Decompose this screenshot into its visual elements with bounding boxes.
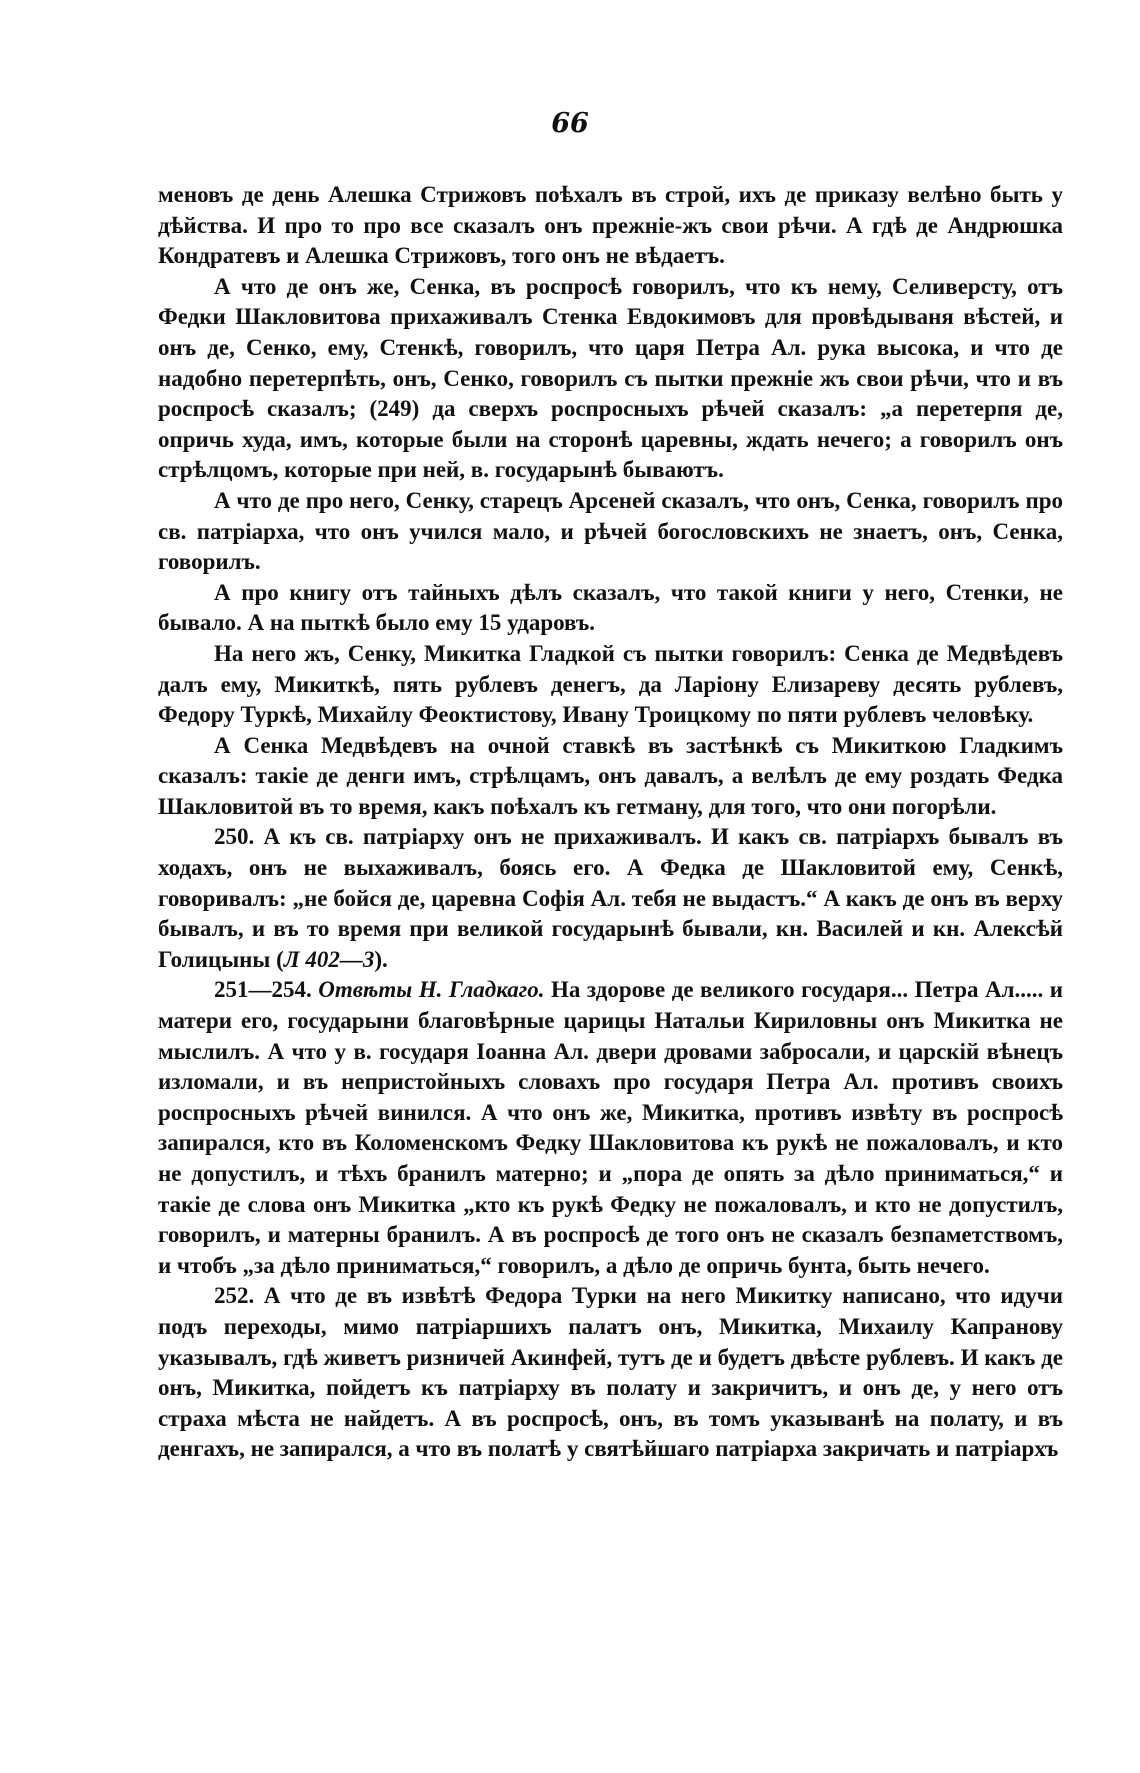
body-text xyxy=(158,180,1063,1465)
paragraph: 252. А что де въ извѣтѣ Федора Турки на него Микитку написано, что идучи подъ переходы, мимо патріаршихъ палатъ онъ, Микитка, Михаилу Капранову указывалъ, гдѣ живетъ ризничей Акинфей, тутъ де и будетъ двѣсте рублевъ. И какъ де онъ, Микитка, пойдетъ къ патріарху въ полату и закричитъ, и онъ де, у него отъ страха мѣста не найдетъ. А въ роспросѣ, онъ, въ томъ указыванѣ на полату, и въ денгахъ, не запирался, а что въ полатѣ у святѣйшаго патріарха закричать и патріархъ xyxy=(158,1283,1063,1462)
paragraph: А что де онъ же, Сенка, въ роспросѣ говорилъ, что къ нему, Селиверсту, отъ Федки Шакловитова прихаживалъ Стенка Евдокимовъ для провѣдываня вѣстей, и онъ де, Сенко, ему, Стенкѣ, говорилъ, что царя Петра Ал. рука высока, и что де надобно перетерпѣть, онъ, Сенко, говорилъ съ пытки прежніе жъ свои рѣчи, что и въ роспросѣ сказалъ; (249) да сверхъ роспросныхъ рѣчей сказалъ: „а перетерпя де, опричь худа, имъ, которые были на сторонѣ царевны, ждать нечего; а говорилъ онъ стрѣлцомъ, которые при ней, в. государынѣ бываютъ. xyxy=(158,273,1063,483)
paragraph xyxy=(158,975,1063,1281)
paragraph: 250. А къ св. патріарху онъ не прихаживалъ. И какъ св. патріархъ бывалъ въ ходахъ, онъ не выхаживалъ, боясь его. А Федка де Шакловитой ему, Сенкѣ, говоривалъ: „не бойся де, царевна Софія Ал. тебя не выдастъ.“ А какъ де онъ въ верху бывалъ, и въ то время при великой государынѣ бывали, кн. Василей и кн. Алексѣй Голицыны (Л 402—3). xyxy=(158,824,1063,972)
section-heading: Отвѣты Н. Гладкаго. xyxy=(318,977,545,1003)
paragraph: А Сенка Медвѣдевъ на очной ставкѣ въ застѣнкѣ съ Микиткою Гладкимъ сказалъ: такіе де денги имъ, стрѣлцамъ, онъ давалъ, а велѣлъ де ему роздать Федка Шакловитой въ то время, какъ поѣхалъ къ гетману, для того, что они погорѣли. xyxy=(158,732,1063,819)
section-number: 251—254. xyxy=(214,977,312,1003)
archive-citation: Л 402—3 xyxy=(283,946,375,972)
paragraph-text: На здорове де великого государя... Петра Ал..... и матери его, государыни благовѣрные царицы Натальи Кириловны онъ Микитка не мыслилъ. А что у в. государя Іоанна Ал. двери дровами забросали, и царскій вѣнецъ изломали, и въ непристойныхъ словахъ про государя Петра Ал. противъ своихъ роспросныхъ рѣчей винился. А что онъ же, Микитка, противъ извѣту въ роспросѣ запирался, кто въ Коломенскомъ Федку Шакловитова къ рукѣ не пожаловалъ, и кто не допустилъ, и тѣхъ бранилъ матерно; и „пора де опять за дѣло приниматься,“ и такіе де слова онъ Микитка „кто къ рукѣ Федку не пожаловалъ, и кто не допустилъ, говорилъ, и матерны бранилъ. А въ роспросѣ де того онъ не сказалъ безпаметствомъ, и чтобъ „за дѣло приниматься,“ говорилъ, а дѣло де опричь бунта, быть нечего. xyxy=(158,977,1064,1278)
paragraph: меновъ де день Алешка Стрижовъ поѣхалъ въ строй, ихъ де приказу велѣно быть у дѣйства. И про то про все сказалъ онъ прежніе-жъ свои рѣчи. А гдѣ де Андрюшка Кондратевъ и Алешка Стрижовъ, того онъ не вѣдаетъ. xyxy=(158,182,1063,269)
paragraph: А что де про него, Сенку, старецъ Арсеней сказалъ, что онъ, Сенка, говорилъ про св. патріарха, что онъ учился мало, и рѣчей богословскихъ не знаетъ, онъ, Сенка, говорилъ. xyxy=(158,487,1063,575)
paragraph-text: 250. А къ св. патріарху онъ не прихаживалъ. И какъ св. патріархъ бывалъ въ ходахъ, онъ не выхаживалъ, боясь его. А Федка де Шакловитой ему, Сенкѣ, говоривалъ: „не бойся де, царевна Софія Ал. тебя не выдастъ.“ А какъ де онъ въ верху бывалъ, и въ то время при великой государынѣ бывали, кн. Василей и кн. Алексѣй Голицыны xyxy=(158,824,1063,972)
paragraph: А про книгу отъ тайныхъ дѣлъ сказалъ, что такой книги у него, Стенки, не бывало. А на пыткѣ было ему 15 ударовъ. xyxy=(158,579,1063,636)
page-number: 66 xyxy=(551,108,589,139)
paragraph: На него жъ, Сенку, Микитка Гладкой съ пытки говорилъ: Сенка де Медвѣдевъ далъ ему, Микиткѣ, пять рублевъ денегъ, да Ларіону Елизареву десять рублевъ, Федору Туркѣ, Михайлу Феоктистову, Ивану Троицкому по пяти рублевъ человѣку. xyxy=(158,640,1063,728)
